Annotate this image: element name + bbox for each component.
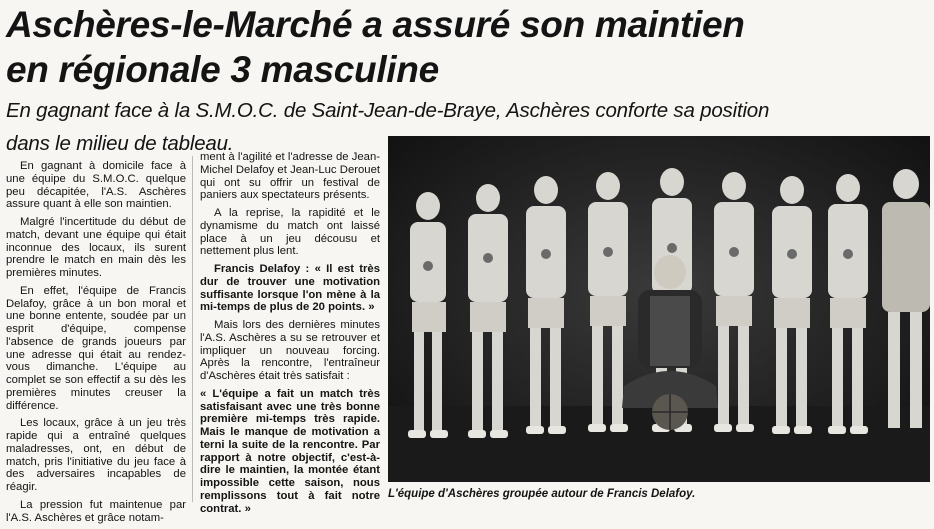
paragraph: En effet, l'équipe de Francis Delafoy, grâce à un bon moral et une bonne entente, soudée par un esprit d'équipe, compense l'absence de grands joueurs par une adresse qui était au rendez-vous dimanche. L'équipe au complet se son effectif a su dès les premières minutes creuser la différence. (6, 284, 186, 412)
subheadline-line-1: En gagnant face à la S.M.O.C. de Saint-Jean-de-Braye, Aschères conforte sa position (6, 99, 770, 122)
paragraph: En gagnant à domicile face à une équipe du S.M.O.C. quelque peu décapitée, l'A.S. Aschères assure quant à elle son maintien. (6, 160, 186, 211)
quote-paragraph: « L'équipe a fait un match très satisfaisant avec une très bonne première mi-temps très rapide. Mais le manque de motivation a terni la suite de la rencontre. Par rapport à notre objectif, c'est-à-dire le maintien, la montée étant impossible cette saison, nous remplissons tout à fait notre contrat. » (200, 387, 380, 515)
headline-line-2: en régionale 3 masculine (6, 49, 439, 90)
headline-line-1: Aschères-le-Marché a assuré son maintien (6, 4, 745, 45)
paragraph: Les locaux, grâce à un jeu très rapide qui a entraîné quelques maladresses, ont, en début de match, pris l'initiative du jeu face à des adversaires incapables de réagir. (6, 417, 186, 493)
column-divider (192, 156, 193, 502)
team-photo (388, 136, 930, 482)
article-column-2 (200, 151, 380, 520)
paragraph: Mais lors des dernières minutes l'A.S. Aschères a su se retrouver et impliquer un nouveau forcing. Après la rencontre, l'entraîneur d'Aschères était très satisfait : (200, 319, 380, 382)
subheadline-line-2: dans le milieu de tableau. (6, 132, 234, 155)
photo-caption: L'équipe d'Aschères groupée autour de Francis Delafoy. (388, 488, 696, 500)
team-photo-illustration (388, 136, 930, 482)
paragraph: La pression fut maintenue par l'A.S. Aschères et grâce notam- (6, 498, 186, 524)
paragraph: ment à l'agilité et l'adresse de Jean-Michel Delafoy et Jean-Luc Derouet qui ont su offrir un festival de paniers aux spectateurs présents. (200, 151, 380, 202)
headline (6, 2, 926, 92)
paragraph: A la reprise, la rapidité et le dynamisme du match ont laissé place à un jeu décousu et nettement plus lent. (200, 207, 380, 258)
quote-paragraph: Francis Delafoy : « Il est très dur de trouver une motivation suffisante lorsque l'on mène à la mi-temps de plus de 20 points. » (200, 263, 380, 314)
paragraph: Malgré l'incertitude du début de match, devant une équipe qui était inconnue des locaux, ils surent prendre le match en main dès les premières minutes. (6, 216, 186, 279)
article-column-1 (6, 160, 186, 529)
